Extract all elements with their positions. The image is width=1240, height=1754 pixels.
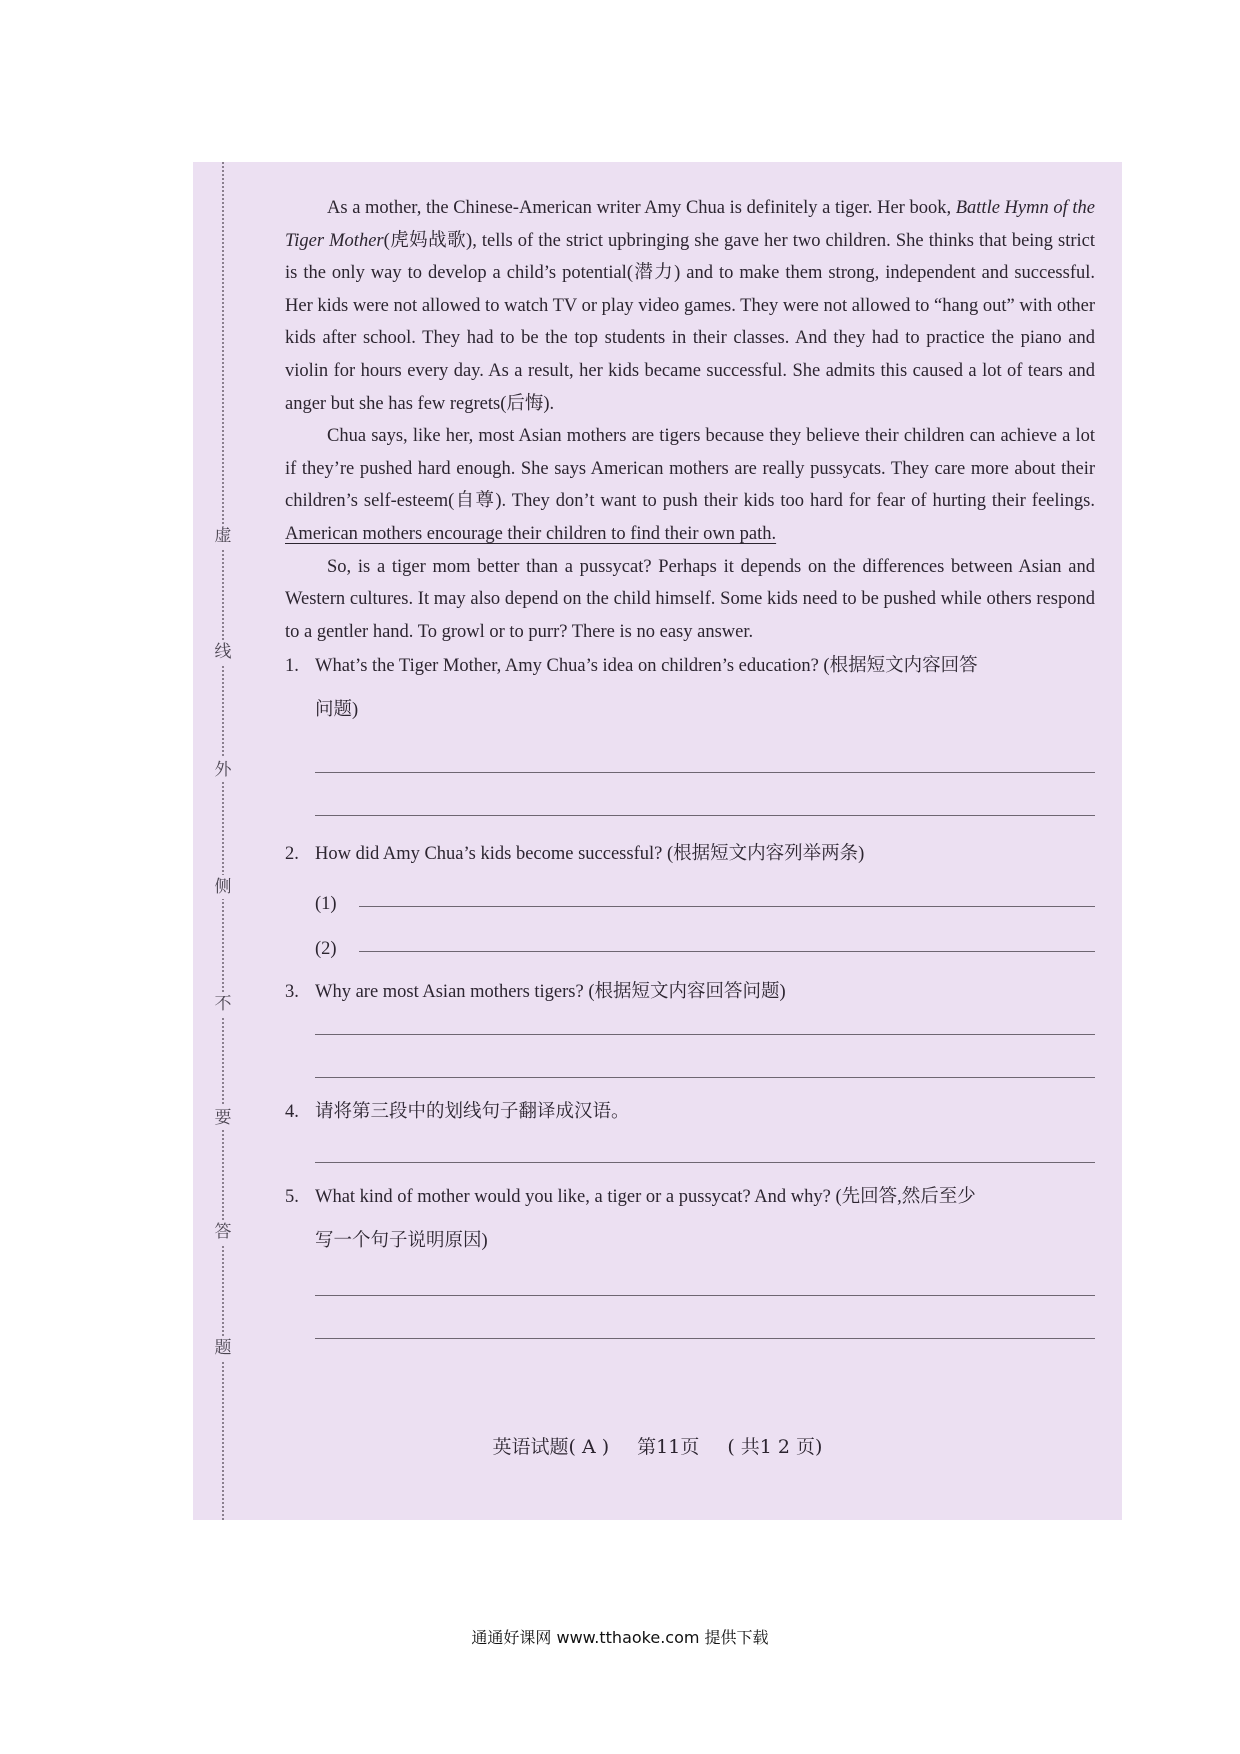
question-5 [285, 1181, 1095, 1339]
passage-text: As a mother, the Chinese-American writer Amy Chua is definitely a tiger. Her book, [327, 198, 956, 218]
passage-paragraph-1 [285, 192, 1095, 420]
question-1-prompt [285, 650, 1095, 682]
question-text: What kind of mother would you like, a tiger or a pussycat? And why? (先回答,然后至少 [315, 1187, 976, 1208]
exam-content [285, 192, 1095, 1339]
question-3 [285, 976, 1095, 1078]
question-number: 3. [285, 982, 299, 1003]
question-text: Why are most Asian mothers tigers? (根据短文内容回答问题) [315, 982, 786, 1003]
answer-item-1 [285, 870, 1095, 915]
margin-char-7: 答 [210, 1220, 236, 1244]
margin-char-8: 题 [210, 1336, 236, 1360]
question-number: 4. [285, 1102, 299, 1123]
margin-char-4: 侧 [210, 875, 236, 899]
question-5-prompt [285, 1181, 1095, 1213]
question-4-prompt [285, 1096, 1095, 1128]
answer-line[interactable] [315, 1338, 1095, 1339]
passage-text: (虎妈战歌), tells of the strict upbringing she gave her two children. She thinks that being strict is the only way to develop a child’s potential(潜力) and to make them strong, independent and successful. Her kids were not allowed to watch TV or play video games. They were not allowed to “hang out” with other kids after school. They had to be the top students in their classes. And they had to practice the piano and violin for hours every day. As a result, her kids became successful. She admits this caused a lot of tears and anger but she has few regrets(后悔). [285, 230, 1095, 414]
answer-line[interactable] [315, 1034, 1095, 1035]
question-1 [285, 650, 1095, 816]
question-3-prompt [285, 976, 1095, 1008]
margin-char-1: 虚 [210, 524, 236, 548]
question-5-continued: 写一个句子说明原因) [315, 1231, 488, 1252]
book-title: Battle Hymn of the Tiger Mother [285, 198, 1095, 251]
question-text: 请将第三段中的划线句子翻译成汉语。 [315, 1102, 630, 1123]
passage-paragraph-2 [285, 420, 1095, 550]
footer-subject: 英语试题( A ) [492, 1436, 610, 1458]
answer-line[interactable] [359, 951, 1095, 952]
answer-line[interactable] [315, 1295, 1095, 1296]
question-number: 1. [285, 656, 299, 677]
question-text: How did Amy Chua’s kids become successful? (根据短文内容列举两条) [315, 844, 865, 865]
question-4 [285, 1096, 1095, 1163]
answer-line[interactable] [315, 1077, 1095, 1078]
page-footer [193, 1432, 1122, 1459]
question-text: What’s the Tiger Mother, Amy Chua’s idea on children’s education? (根据短文内容回答 [315, 656, 978, 677]
binding-dotted-line [222, 162, 224, 1520]
passage-paragraph-3: So, is a tiger mom better than a pussycat? Perhaps it depends on the differences between Asian and Western cultures. It may also depend on the child himself. Some kids need to be pushed while others respond to a gentler hand. To growl or to purr? There is no easy answer. [285, 556, 1095, 642]
answer-line[interactable] [359, 906, 1095, 907]
question-2-prompt [285, 838, 1095, 870]
question-2 [285, 838, 1095, 960]
footer-page: 第11页 [637, 1436, 700, 1458]
passage-text: Chua says, like her, most Asian mothers are tigers because they believe their children can achieve a lot if they’re pushed hard enough. She says American mothers are really pussycats. They care more about their children’s self-esteem(自尊). They don’t want to push their kids too hard for fear of hurting their feelings. [285, 426, 1095, 512]
margin-char-5: 不 [210, 992, 236, 1016]
item-label: (2) [315, 939, 337, 960]
answer-item-2 [285, 915, 1095, 960]
item-label: (1) [315, 894, 337, 915]
underlined-sentence: American mothers encourage their children to find their own path. [285, 523, 777, 544]
question-number: 5. [285, 1187, 299, 1208]
question-number: 2. [285, 844, 299, 865]
margin-char-6: 要 [210, 1106, 236, 1130]
question-1-continued: 问题) [315, 700, 359, 721]
margin-char-3: 外 [210, 758, 236, 782]
download-credit: 通通好课网 www.tthaoke.com 提供下载 [471, 1628, 769, 1647]
exam-sheet [193, 162, 1122, 1520]
margin-char-2: 线 [210, 640, 236, 664]
answer-line[interactable] [315, 815, 1095, 816]
answer-line[interactable] [315, 772, 1095, 773]
footer-total: ( 共1 2 页) [727, 1436, 823, 1458]
answer-line[interactable] [315, 1162, 1095, 1163]
